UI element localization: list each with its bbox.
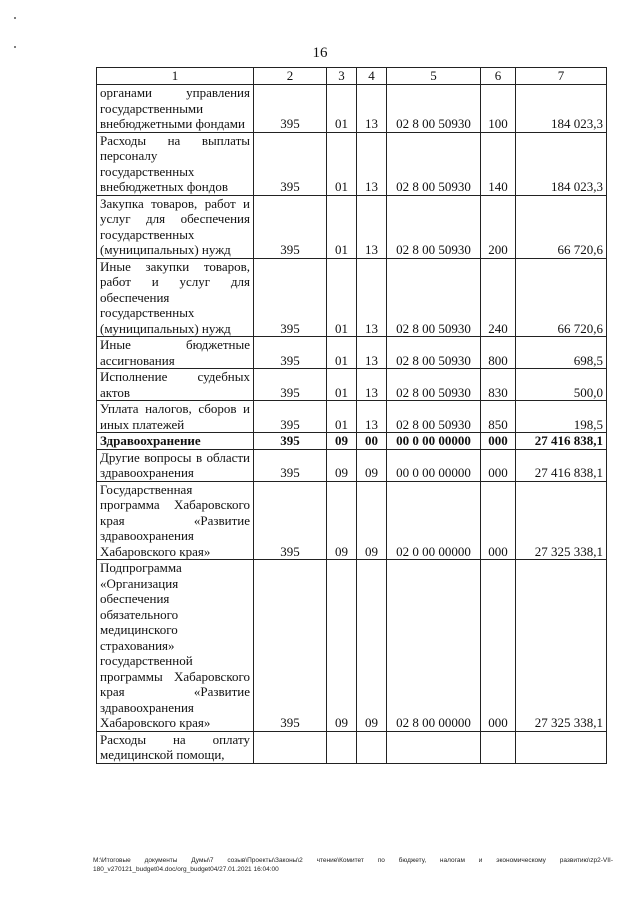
cell-pr: 13 xyxy=(357,85,387,133)
cell-gr: 395 xyxy=(254,258,327,337)
cell-gr: 395 xyxy=(254,433,327,450)
cell-sum xyxy=(516,731,607,763)
col-header: 1 xyxy=(97,68,254,85)
page-number: 16 xyxy=(312,45,328,61)
cell-vr: 000 xyxy=(481,433,516,450)
cell-name: Исполнение судебных актов xyxy=(97,369,254,401)
cell-vr: 800 xyxy=(481,337,516,369)
table-row xyxy=(97,401,607,433)
cell-pr: 09 xyxy=(357,481,387,560)
cell-csr: 02 8 00 50930 xyxy=(387,401,481,433)
table-row xyxy=(97,85,607,133)
cell-pr: 13 xyxy=(357,195,387,258)
cell-pr: 13 xyxy=(357,258,387,337)
cell-sum: 184 023,3 xyxy=(516,132,607,195)
cell-csr: 02 8 00 50930 xyxy=(387,85,481,133)
cell-vr: 000 xyxy=(481,560,516,732)
cell-sum: 66 720,6 xyxy=(516,258,607,337)
col-header: 7 xyxy=(516,68,607,85)
cell-gr: 395 xyxy=(254,85,327,133)
budget-table xyxy=(96,67,607,764)
cell-vr: 140 xyxy=(481,132,516,195)
cell-rz xyxy=(327,731,357,763)
table-row xyxy=(97,449,607,481)
col-header: 6 xyxy=(481,68,516,85)
cell-name: Расходы на оплату медицинской помощи, xyxy=(97,731,254,763)
scan-speck xyxy=(14,46,16,48)
table-row xyxy=(97,258,607,337)
cell-pr: 00 xyxy=(357,433,387,450)
cell-pr: 13 xyxy=(357,132,387,195)
cell-gr: 395 xyxy=(254,132,327,195)
cell-rz: 09 xyxy=(327,560,357,732)
cell-name: Расходы на выплаты персоналу государственных внебюджетных фондов xyxy=(97,132,254,195)
table-row xyxy=(97,195,607,258)
cell-rz: 01 xyxy=(327,195,357,258)
col-header: 2 xyxy=(254,68,327,85)
cell-csr: 00 0 00 00000 xyxy=(387,433,481,450)
cell-pr: 13 xyxy=(357,369,387,401)
cell-rz: 01 xyxy=(327,85,357,133)
table-row xyxy=(97,132,607,195)
col-header: 5 xyxy=(387,68,481,85)
col-header: 3 xyxy=(327,68,357,85)
cell-csr: 02 8 00 00000 xyxy=(387,560,481,732)
cell-gr: 395 xyxy=(254,449,327,481)
table-row xyxy=(97,731,607,763)
cell-vr: 100 xyxy=(481,85,516,133)
cell-pr: 09 xyxy=(357,560,387,732)
cell-rz: 09 xyxy=(327,481,357,560)
cell-sum: 184 023,3 xyxy=(516,85,607,133)
cell-pr xyxy=(357,731,387,763)
cell-sum: 198,5 xyxy=(516,401,607,433)
cell-pr: 09 xyxy=(357,449,387,481)
cell-vr: 200 xyxy=(481,195,516,258)
file-path-footer: М:\Итоговые документы Думы\7 созыв\Проекты\Законы\2 чтение\Комитет по бюджету, налогам и экономическому развитию\zp2-VII-180_v270121_budget04.doc/org_budget04/27.01.2021 16:04:00 xyxy=(93,857,613,873)
cell-vr: 240 xyxy=(481,258,516,337)
cell-name: органами управления государственными внебюджетными фондами xyxy=(97,85,254,133)
cell-vr xyxy=(481,731,516,763)
cell-name: Подпрограмма «Организация обеспечения обязательного медицинского страхования» государственной программы Хабаровского края «Развитие здравоохранения Хабаровского края» xyxy=(97,560,254,732)
cell-gr: 395 xyxy=(254,401,327,433)
cell-name: Здравоохранение xyxy=(97,433,254,450)
cell-rz: 09 xyxy=(327,433,357,450)
cell-vr: 000 xyxy=(481,481,516,560)
cell-rz: 01 xyxy=(327,132,357,195)
cell-gr: 395 xyxy=(254,337,327,369)
cell-gr xyxy=(254,731,327,763)
cell-rz: 01 xyxy=(327,337,357,369)
cell-rz: 01 xyxy=(327,369,357,401)
cell-sum: 66 720,6 xyxy=(516,195,607,258)
cell-rz: 09 xyxy=(327,449,357,481)
table-row xyxy=(97,560,607,732)
cell-csr: 02 0 00 00000 xyxy=(387,481,481,560)
cell-csr: 02 8 00 50930 xyxy=(387,132,481,195)
cell-vr: 830 xyxy=(481,369,516,401)
cell-csr: 02 8 00 50930 xyxy=(387,337,481,369)
cell-sum: 27 416 838,1 xyxy=(516,449,607,481)
table-row xyxy=(97,433,607,450)
table-row xyxy=(97,337,607,369)
cell-name: Иные закупки товаров, работ и услуг для обеспечения государственных (муниципальных) нужд xyxy=(97,258,254,337)
cell-name: Уплата налогов, сборов и иных платежей xyxy=(97,401,254,433)
cell-sum: 698,5 xyxy=(516,337,607,369)
cell-pr: 13 xyxy=(357,337,387,369)
cell-name: Иные бюджетные ассигнования xyxy=(97,337,254,369)
cell-sum: 27 325 338,1 xyxy=(516,481,607,560)
cell-gr: 395 xyxy=(254,195,327,258)
cell-csr: 00 0 00 00000 xyxy=(387,449,481,481)
table-row xyxy=(97,369,607,401)
cell-sum: 27 416 838,1 xyxy=(516,433,607,450)
cell-sum: 27 325 338,1 xyxy=(516,560,607,732)
cell-csr xyxy=(387,731,481,763)
cell-csr: 02 8 00 50930 xyxy=(387,369,481,401)
cell-sum: 500,0 xyxy=(516,369,607,401)
cell-gr: 395 xyxy=(254,560,327,732)
cell-gr: 395 xyxy=(254,369,327,401)
cell-rz: 01 xyxy=(327,401,357,433)
cell-pr: 13 xyxy=(357,401,387,433)
cell-vr: 850 xyxy=(481,401,516,433)
cell-csr: 02 8 00 50930 xyxy=(387,258,481,337)
cell-name: Закупка товаров, работ и услуг для обеспечения государственных (муниципальных) нужд xyxy=(97,195,254,258)
cell-vr: 000 xyxy=(481,449,516,481)
cell-name: Другие вопросы в области здравоохранения xyxy=(97,449,254,481)
table-row xyxy=(97,481,607,560)
col-header: 4 xyxy=(357,68,387,85)
cell-gr: 395 xyxy=(254,481,327,560)
cell-csr: 02 8 00 50930 xyxy=(387,195,481,258)
cell-rz: 01 xyxy=(327,258,357,337)
header-row xyxy=(97,68,607,85)
scan-speck xyxy=(14,17,16,19)
cell-name: Государственная программа Хабаровского края «Развитие здравоохранения Хабаровского края» xyxy=(97,481,254,560)
